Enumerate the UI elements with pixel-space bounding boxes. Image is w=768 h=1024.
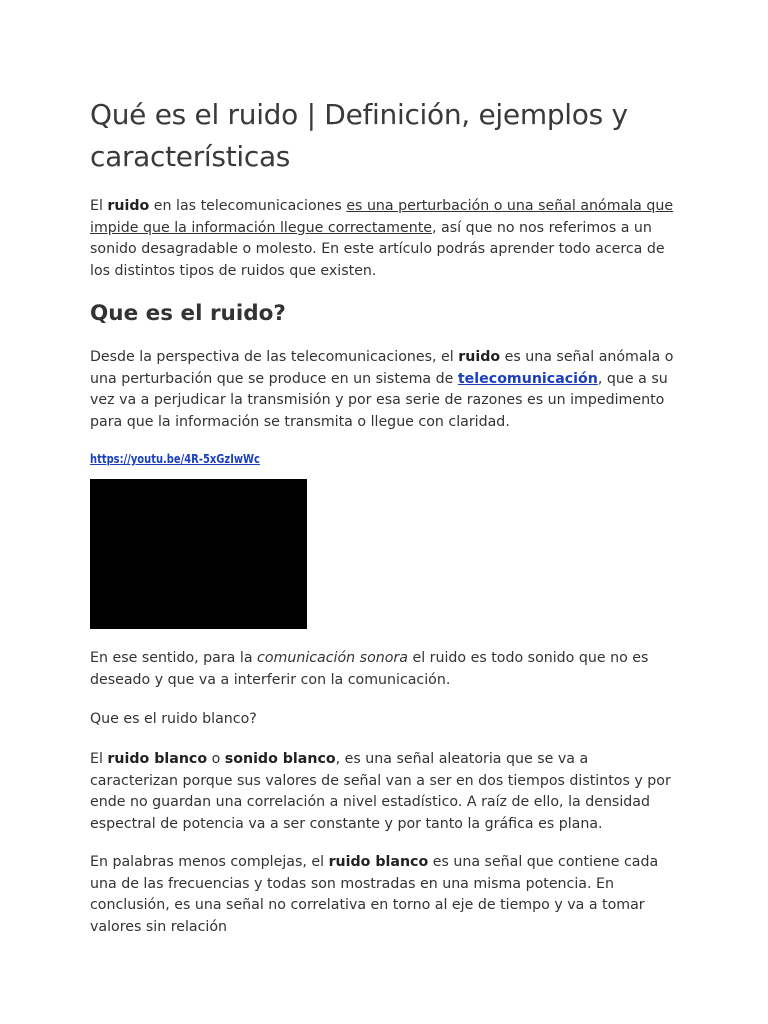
section3-paragraph [90,749,680,835]
section1-bold-ruido: ruido [458,349,501,365]
section1-paragraph [90,347,680,433]
section-heading: Que es el ruido? [90,301,286,326]
section1-text-2: es una señal anómala o una perturbación que se produce en un sistema de [90,349,674,387]
section3-text-2: o [207,751,225,767]
intro-text-1: El [90,198,108,214]
section3-text-3: , es una señal aleatoria que se va a caracterizan porque sus valores de señal van a ser en dos tiempos distintos y por ende no guardan una correlación a nivel estadístico. A raíz de ello, la densidad espectral de potencia va a ser constante y por tanto la gráfica es plana. [90,751,671,832]
section4-bold-ruido-blanco: ruido blanco [328,854,429,870]
section4-text-2: es una señal que contiene cada una de las frecuencias y todas son mostradas en una misma potencia. En conclusión, es una señal no correlativa en torno al eje de tiempo y va a tomar valores sin relación [90,854,659,935]
intro-text-2: en las telecomunicaciones [149,198,347,214]
section3-bold-sonido-blanco: sonido blanco [224,751,336,767]
embedded-video[interactable] [90,479,307,629]
section2-italic: comunicación sonora [257,650,408,666]
section3-text-1: El [90,751,108,767]
telecomunicacion-link[interactable]: telecomunicación [457,370,598,387]
section2-paragraph [90,648,680,691]
section4-text-1: En palabras menos complejas, el [90,854,329,870]
intro-paragraph [90,196,680,282]
section1-text-1: Desde la perspectiva de las telecomunicaciones, el [90,349,459,365]
intro-text-3: , así que no nos referimos a un sonido desagradable o molesto. En este artículo podrás aprender todo acerca de los distintos tipos de ruidos que existen. [90,219,665,279]
section3-bold-ruido-blanco: ruido blanco [107,751,208,767]
intro-bold-ruido: ruido [107,198,150,214]
section2-text-1: En ese sentido, para la [90,650,258,666]
section1-text-3: , que a su vez va a perjudicar la transmisión y por esa serie de razones es un impedimento para que la información se transmita o llegue con claridad. [90,370,668,430]
page-title: Qué es el ruido | Definición, ejemplos y características [90,98,628,173]
section4-paragraph [90,852,680,938]
question-paragraph: Que es el ruido blanco? [90,711,257,727]
section2-text-2: el ruido es todo sonido que no es deseado y que va a interferir con la comunicación. [90,650,649,688]
youtube-link[interactable]: https://youtu.be/4R-5xGzIwWc [90,452,260,466]
intro-underline: es una perturbación o una señal anómala que impide que la información llegue correctamente [90,198,674,236]
